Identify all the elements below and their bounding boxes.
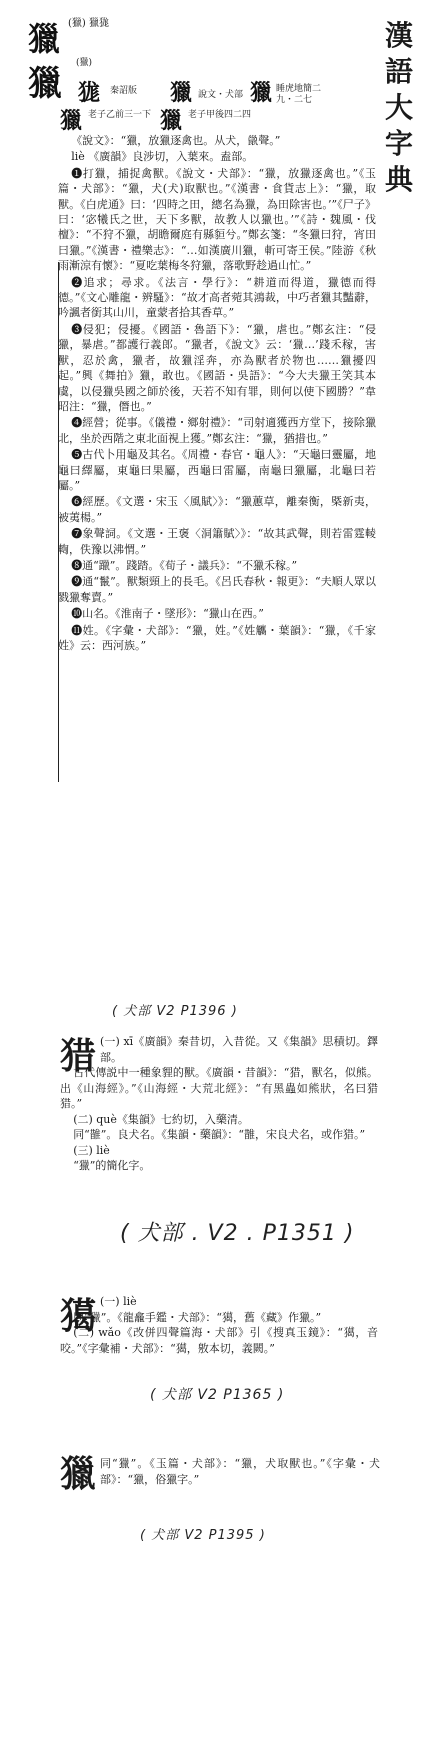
entry-para: 古代傳説中一種象貍的獸。《廣韻・昔韻》：“猎，獸名，似熊。出《山海經》。”《山海經・大荒北經》：“有黑蟲如熊狀，名曰猎猎。” (60, 1066, 378, 1110)
title-char: 漢 (384, 19, 413, 52)
head-char-top: 獵 (28, 20, 61, 58)
definition-para: ❾通“鬣”。獸類頸上的長毛。《呂氏春秋・報更》：“夫順人眾以戮獵奪賣。” (58, 575, 376, 604)
entry-lie-body (58, 133, 376, 654)
variant-source-4: 老子乙前三一下 (88, 110, 152, 120)
definition-para: ❶打獵，捕捉禽獸。《說文・犬部》：“獵，放獵逐禽也。”《玉篇・犬部》：“獵，犬(犬)取獸也。”《漢書・食貨志上》：“獵，取獸。《白虎通》曰：‘四時之田，總名為獵，為田除害也。’”《尸子》曰：‘宓犧氏之世，天下多獸，故教人以獵也。’”《詩・魏風・伐檀》：“不狩不獵，胡瞻爾庭有縣貆兮。”鄭玄箋：“冬獵曰狩，宵田曰獵。”《漢書・禮樂志》：“…如漢廣川獵，斬可寄王侯。”陸游《秋雨漸涼有懷》：“夏吃葉梅冬狩獵，落歌野趁過山忙。” (58, 166, 376, 273)
definition-para: ❸侵犯；侵擾。《國語・魯語下》：“獵，虐也。”鄭玄注：“侵獵，暴虐。”都護行義郎。“獵者，《說文》云：‘獵…’踐禾稼，害獸，忍於禽，獵者，故獵淫奔，亦為獸者於物也……獵擾四起。”興《舞拍》獵，敢也。《國語・吳語》：“今大夫獵王笑其本虞，以侵獵吳國之師於後，天若不知有罪，則何以使下國勝？”韋昭注：“獵，僭也。” (58, 322, 376, 413)
seal-form-2: 獵 (170, 80, 193, 106)
entry-para: 同“獵”。《龍龕手鑑・犬部》：“獦，舊《藏》作獵。” (73, 1310, 322, 1324)
head-char-main: 獵 (28, 64, 62, 104)
entry-猎-body (60, 1034, 378, 1174)
entry-para: 同“獵”。《玉篇・犬部》：“獵，犬取獸也。”《字彙・犬部》：“獵，俗獵字。” (100, 1457, 380, 1486)
definition-para: ❿山名。《淮南子・墜形》：“獵山在西。” (71, 607, 264, 621)
entry-獦-body (60, 1294, 378, 1356)
title-char: 語 (384, 55, 413, 88)
entry-para: (一) xī《廣韻》秦昔切，入昔從。又《集韻》思積切。鐸部。 (100, 1035, 378, 1064)
title-char: 字 (384, 127, 413, 160)
seal-form-3: 獵 (250, 80, 273, 106)
margin-bracket (58, 262, 62, 782)
definition-para: ❹經營；從事。《儀禮・鄉射禮》：“司射適獲西方堂下，接除獵北，坐於西階之東北面視上獲。”鄭玄注：“獵，猶措也。” (58, 416, 376, 445)
definition-para: ❼象聲詞。《文選・王褒〈洞簫賦〉》：“故其武聲，則若雷霆輘輷，佚豫以沸㥜。” (58, 527, 376, 556)
definition-para: ❽通“躐”。踐踏。《荀子・議兵》：“不獵禾稼。” (71, 558, 298, 572)
seal-form-5: 獵 (160, 108, 183, 134)
title-char: 大 (384, 91, 413, 124)
variant-source-5: 老子甲後四二四 (188, 110, 252, 120)
top-ref: (獵) 獵狵 (68, 18, 109, 29)
book-title-vertical (382, 18, 416, 198)
title-char: 典 (384, 163, 413, 196)
definition-para: ❺古代卜用龜及其名。《周禮・春官・龜人》：“天龜曰靈屬，地龜曰繹屬，東龜曰果屬，西龜曰雷屬，南龜曰獵屬，北龜曰若屬。” (58, 448, 376, 492)
head-char-猎: 猎 (60, 1035, 97, 1077)
entry-para: (二) què《集韻》七約切，入藥清。 (73, 1112, 249, 1126)
seal-form-1: 狵 (78, 80, 101, 106)
handwritten-page-ref: ( 犬部 . V2 . P1351 ) (120, 1221, 355, 1246)
entry-variant-body (100, 1456, 380, 1487)
definition-para: ⓫姓。《字彙・犬部》：“獵，姓。”《姓觿・葉韻》：“獵，《千家姓》云：西河族。” (58, 623, 376, 652)
handwritten-page-ref: ( 犬部 V2 P1396 ) (112, 1004, 238, 1019)
entry-para: 同“䧿”。良犬名。《集韻・藥韻》：“䧿，宋良犬名，或作猎。” (73, 1128, 366, 1141)
definition-para: ❷追求；尋求。《法言・學行》：“耕道而得道，獵德而得德。”《文心雕龍・辨騷》：“故才高者菀其鴻裁，中巧者獵其豔辭，吟諷者銜其山川，童蒙者拾其香草。” (58, 275, 376, 320)
handwritten-page-ref: ( 犬部 V2 P1395 ) (140, 1528, 266, 1543)
definition-para: ❻經歷。《文選・宋玉〈風賦〉》：“獵蕙草，離秦衡，槩新夷，被荑楊。” (58, 495, 376, 524)
definition-para: liè 《廣韻》良涉切，入葉來。盍部。 (71, 150, 254, 164)
variant-source-1: 秦詔版 (110, 86, 138, 96)
form-tag: (獵) (76, 58, 93, 68)
seal-form-4: 獵 (60, 108, 83, 134)
entry-para: (三) liè (73, 1143, 110, 1157)
head-char-獦: 獦 (60, 1295, 97, 1337)
handwritten-page-ref: ( 犬部 V2 P1365 ) (150, 1387, 285, 1403)
head-char-variant: 獵 (60, 1453, 97, 1495)
entry-para: (一) liè (100, 1295, 137, 1308)
entry-para: (二) wǎo《改併四聲篇海・犬部》引《搜真玉鏡》：“獦，音咬。”《字彙補・犬部》：“獦，敫本切，義闕。” (60, 1326, 378, 1355)
variant-source-2: 說文・犬部 (198, 90, 244, 100)
definition-para: 《說文》：“獵，放獵逐禽也。从犬，巤聲。” (71, 134, 281, 147)
entry-para: “獵”的簡化字。 (73, 1159, 151, 1172)
variant-source-3: 睡虎地簡二九・二七 (276, 84, 322, 105)
